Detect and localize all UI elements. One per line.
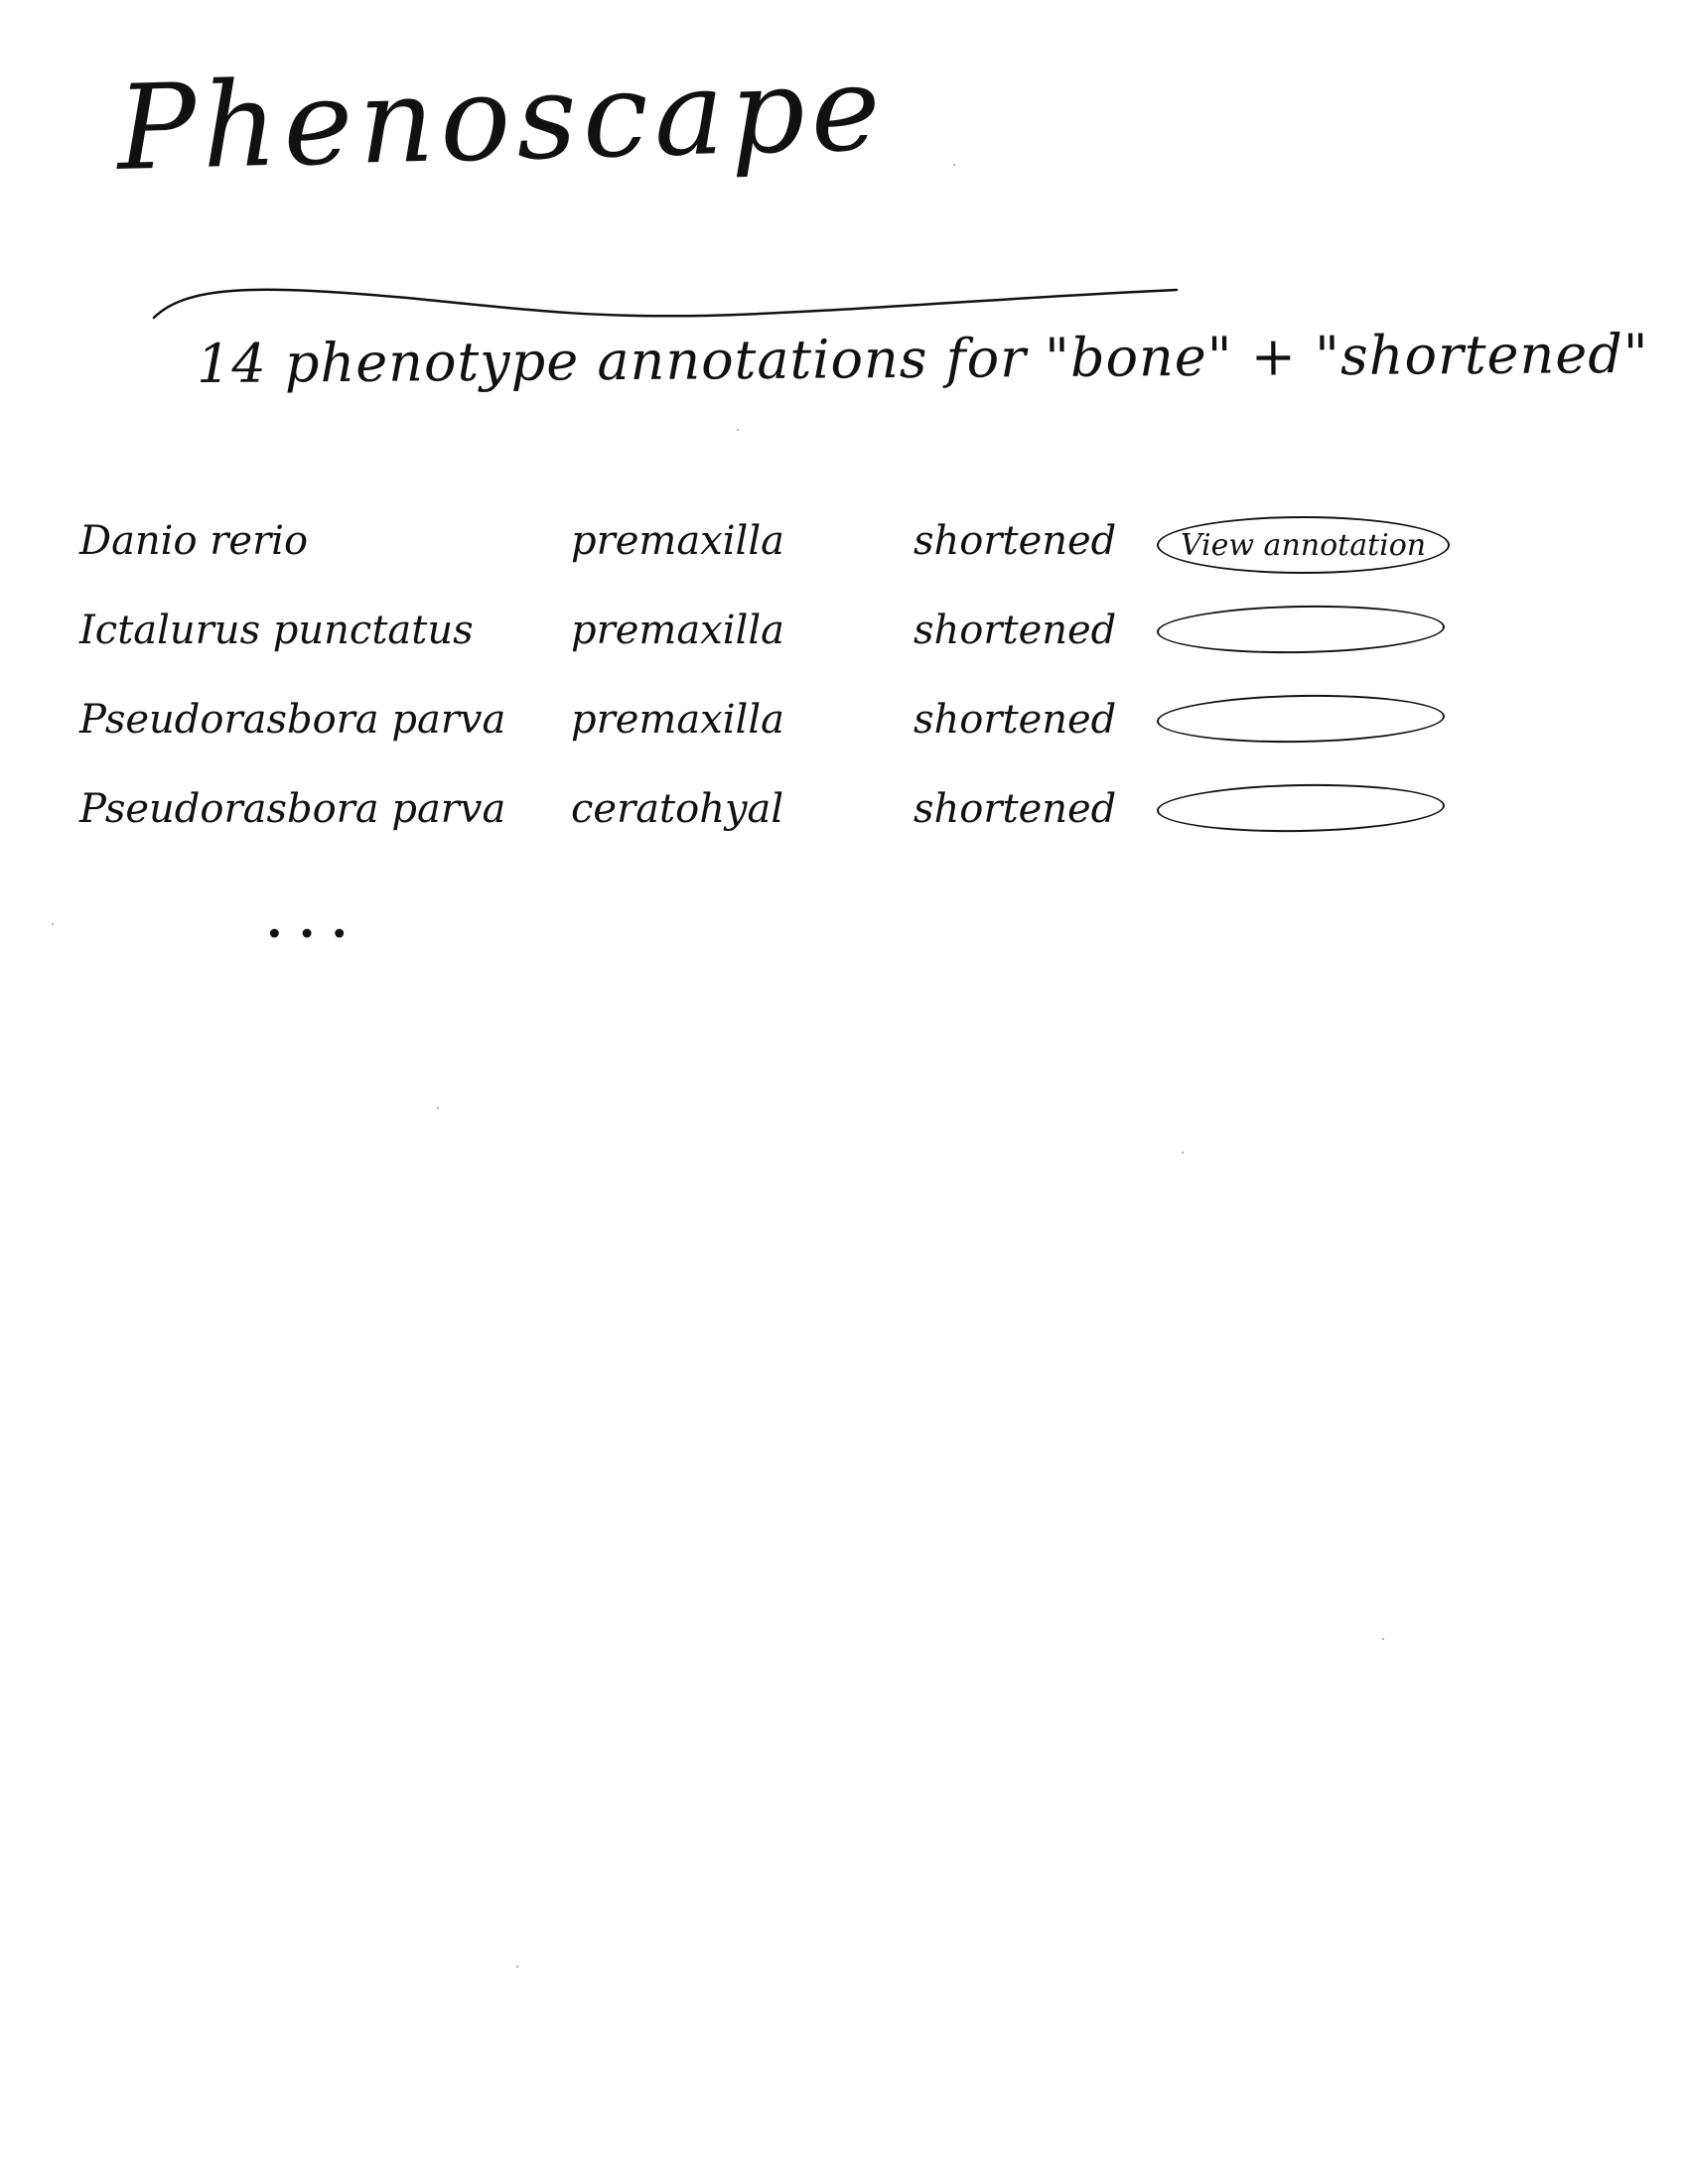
entity-cell[interactable]: premaxilla (571, 518, 784, 564)
table-row (79, 511, 1470, 601)
taxon-cell[interactable]: Ictalurus punctatus (79, 608, 474, 653)
view-annotation-button[interactable] (1157, 603, 1446, 655)
scan-speck (1182, 1152, 1184, 1154)
table-row (79, 601, 1470, 690)
entity-cell[interactable]: premaxilla (571, 608, 784, 653)
quality-cell[interactable]: shortened (914, 518, 1117, 564)
scan-speck (737, 429, 739, 431)
more-results-indicator: ... (266, 893, 364, 949)
table-row (79, 690, 1470, 779)
scan-speck (1382, 1638, 1384, 1640)
quality-cell[interactable]: shortened (914, 697, 1117, 743)
app-title: Phenoscape (115, 39, 889, 197)
action-cell (1157, 784, 1445, 832)
view-annotation-button[interactable]: View annotation (1157, 516, 1450, 574)
result-summary: 14 phenotype annotations for "bone" + "shortened" (196, 322, 1649, 395)
scan-speck (437, 1107, 439, 1109)
taxon-cell[interactable]: Danio rerio (79, 518, 309, 564)
taxon-cell[interactable]: Pseudorasbora parva (79, 786, 506, 832)
table-row (79, 779, 1470, 869)
scan-speck (52, 923, 54, 925)
action-cell (1157, 606, 1445, 653)
results-table (79, 511, 1470, 869)
scan-speck (516, 1966, 518, 1968)
action-cell (1157, 695, 1445, 743)
action-cell (1157, 516, 1450, 574)
quality-cell[interactable]: shortened (914, 786, 1117, 832)
entity-cell[interactable]: premaxilla (571, 697, 784, 743)
taxon-cell[interactable]: Pseudorasbora parva (79, 697, 506, 743)
scan-speck (953, 164, 955, 166)
view-annotation-button[interactable] (1157, 781, 1446, 834)
view-annotation-button[interactable] (1157, 692, 1446, 745)
entity-cell[interactable]: ceratohyal (571, 786, 784, 832)
quality-cell[interactable]: shortened (914, 608, 1117, 653)
